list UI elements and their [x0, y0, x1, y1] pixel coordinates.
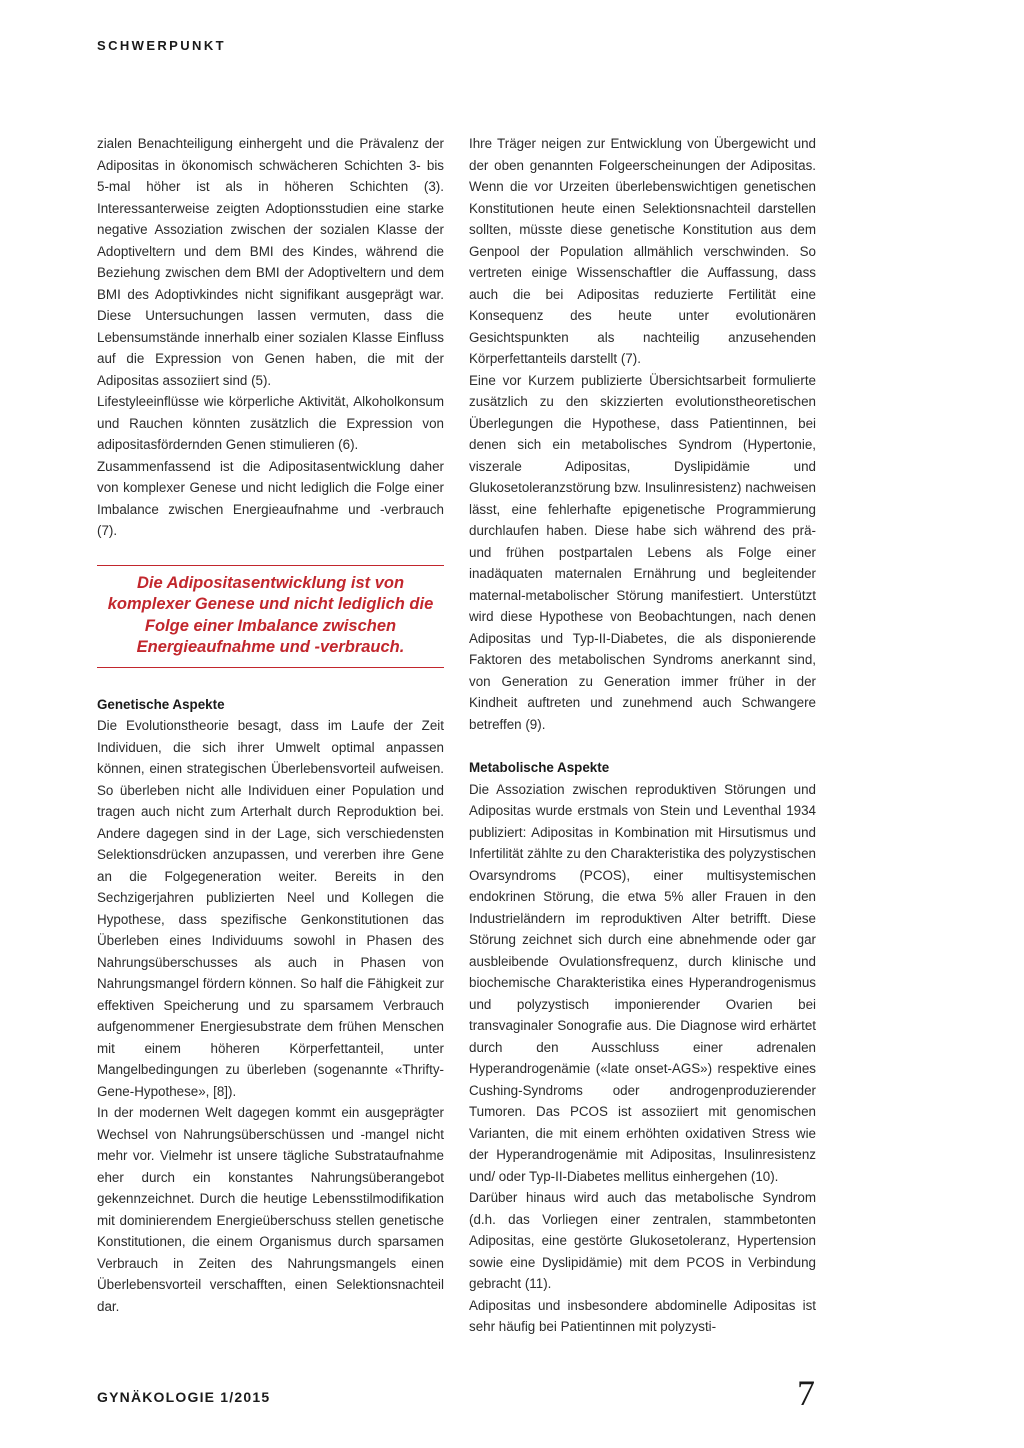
section-heading-genetic: Genetische Aspekte	[97, 696, 225, 712]
body-paragraph: Eine vor Kurzem publizierte Übersichtsarbeit formulierte zusätzlich zu den skizzierten evolutionstheoretischen Überlegungen die Hypothese, dass Patientinnen, bei denen sich ein metabolisches Syndrom (Hypertonie, viszerale Adipositas, Dyslipidämie und Glukosetoleranzstörung bzw. Insulinresistenz) nachweisen lässt, eine fehlerhafte epigenetische Programmierung durchlaufen haben. Diese habe sich während des prä- und frühen postpartalen Lebens als Folge einer inadäquaten maternalen Ernährung und begleitender maternal-metabolischer Störung manifestiert. Unterstützt wird diese Hypothese von Beobachtungen, nach denen Adipositas und Typ-II-Diabetes, die als disponierende Faktoren des metabolischen Syndroms anerkannt sind, von Generation zu Generation immer früher in der Kindheit auftreten und zunehmend auch Schwangere betreffen (9).	[469, 372, 816, 732]
body-paragraph: Adipositas und insbesondere abdominelle Adipositas ist sehr häufig bei Patientinnen mit polyzysti-	[469, 1297, 816, 1334]
body-paragraph: zialen Benachteiligung einhergeht und die Prävalenz der Adipositas in ökonomisch schwächeren Schichten 3- bis 5-mal höher ist als in höheren Schichten (3). Interessanterweise zeigten Adoptionsstudien eine starke negative Assoziation zwischen der sozialen Klasse der Adoptiveltern und dem BMI des Kindes, während die Beziehung zwischen dem BMI der Adoptiveltern und dem BMI des Adoptivkindes nicht signifikant ausgeprägt war. Diese Untersuchungen lassen vermuten, dass die Lebensumstände innerhalb einer sozialen Klasse Einfluss auf die Expression von Genen haben, die mit der Adipositas assoziiert sind (5).	[97, 136, 444, 388]
section-heading-metabolic: Metabolische Aspekte	[469, 760, 610, 775]
body-paragraph: Lifestyleeinflüsse wie körperliche Aktivität, Alkoholkonsum und Rauchen könnten zusätzlich die Expression von adipositasfördernden Genen stimulieren (6).	[97, 394, 444, 452]
body-paragraph: Die Assoziation zwischen reproduktiven Störungen und Adipositas wurde erstmals von Stein und Leventhal 1934 publiziert: Adipositas in Kombination mit Hirsutismus und Infertilität zählte zu den Charakteristika des polyzystischen Ovarsyndroms (PCOS), einer multisystemischen endokrinen Störung, die etwa 5% aller Frauen in den Industrieländern im reproduktiven Alter betrifft. Diese Störung zeichnet sich durch eine abnehmende oder gar ausbleibende Ovulationsfrequenz, durch klinische und biochemische Charakteristika eines Hyperandrogenismus und polyzystisch imponierender Ovarien bei transvaginaler Sonografie aus. Die Diagnose wird erhärtet durch den Ausschluss einer adrenalen Hyperandrogenämie («late onset-AGS») respektive eines Cushing-Syndroms oder androgenproduzierender Tumoren. Das PCOS ist assoziiert mit genomischen Varianten, die mit einem erhöhten oxidativen Stress wie der Hyperandrogenämie mit Adipositas, Insulinresistenz und/ oder Typ-II-Diabetes mellitus einhergehen (10).	[469, 781, 816, 1184]
body-paragraph: Zusammenfassend ist die Adipositasentwicklung daher von komplexer Genese und nicht lediglich die Folge einer Imbalance zwischen Energieaufnahme und -verbrauch (7).	[97, 458, 444, 538]
body-paragraph: Ihre Träger neigen zur Entwicklung von Übergewicht und der oben genannten Folgeerscheinungen der Adipositas. Wenn die vor Urzeiten überlebenswichtigen genetischen Konstitutionen heute einen Selektionsnachteil darstellen sollten, müsste diese genetische Konstitution aus dem Genpool der Population allmählich verschwinden. So vertreten einige Wissenschaftler die Auffassung, dass auch die bei Adipositas reduzierte Fertilität eine Konsequenz des heute unter evolutionären Gesichtspunkten als nachteilig anzusehenden Körperfettanteils darstellt (7).	[469, 136, 816, 366]
page-number: 7	[797, 1373, 815, 1413]
body-paragraph: Die Evolutionstheorie besagt, dass im Laufe der Zeit Individuen, die sich ihrer Umwelt optimal anpassen können, einen strategischen Überlebensvorteil aufweisen. So überleben nicht alle Individuen einer Population und tragen auch nicht zum Arterhalt durch Reproduktion bei. Andere dagegen sind in der Lage, sich verschiedensten Selektionsdrücken anzupassen, und vererben ihre Gene an die Folgegeneration weiter. Bereits in den Sechzigerjahren publizierten Neel und Kollegen die Hypothese, dass spezifische Genkonstitutionen das Überleben eines Individuums sowohl in Phasen des Nahrungsüberschusses als auch in Phasen von Nahrungsmangel fördern können. So half die Fähigkeit zur effektiven Speicherung und zu sparsamem Verbrauch aufgenommener Energiesubstrate dem frühen Menschen mit einem höheren Körperfettanteil, unter Mangelbedingungen zu überleben (sogenannte «Thrifty-Gene-Hypothese», [8]).	[97, 718, 444, 1099]
body-paragraph: In der modernen Welt dagegen kommt ein ausgeprägter Wechsel von Nahrungsüberschüssen und -mangel nicht mehr vor. Vielmehr ist unsere tägliche Substrataufnahme eher durch ein konstantes Nahrungsüberangebot gekennzeichnet. Durch die heutige Lebensstilmodifikation mit dominierendem Energieüberschuss stellen genetische Konstitutionen, die einem Organismus durch sparsamen Verbrauch in Zeiten des Nahrungsmangels einen Überlebensvorteil verschafften, einen Selektionsnachteil dar.	[97, 1105, 444, 1314]
body-paragraph: Darüber hinaus wird auch das metabolische Syndrom (d.h. das Vorliegen einer zentralen, stammbetonten Adipositas, eine gestörte Glukosetoleranz, Hypertension sowie eine Dyslipidämie) mit dem PCOS in Verbindung gebracht (11).	[469, 1190, 816, 1291]
right-column	[469, 133, 816, 1338]
section-label: SCHWERPUNKT	[97, 38, 226, 53]
left-column	[97, 133, 444, 1317]
journal-footer: GYNÄKOLOGIE 1/2015	[97, 1389, 271, 1405]
pull-quote: Die Adipositasentwicklung ist von komplexer Genese und nicht lediglich die Folge einer Imbalance zwischen Energieaufnahme und -verbrauch.	[97, 565, 444, 668]
